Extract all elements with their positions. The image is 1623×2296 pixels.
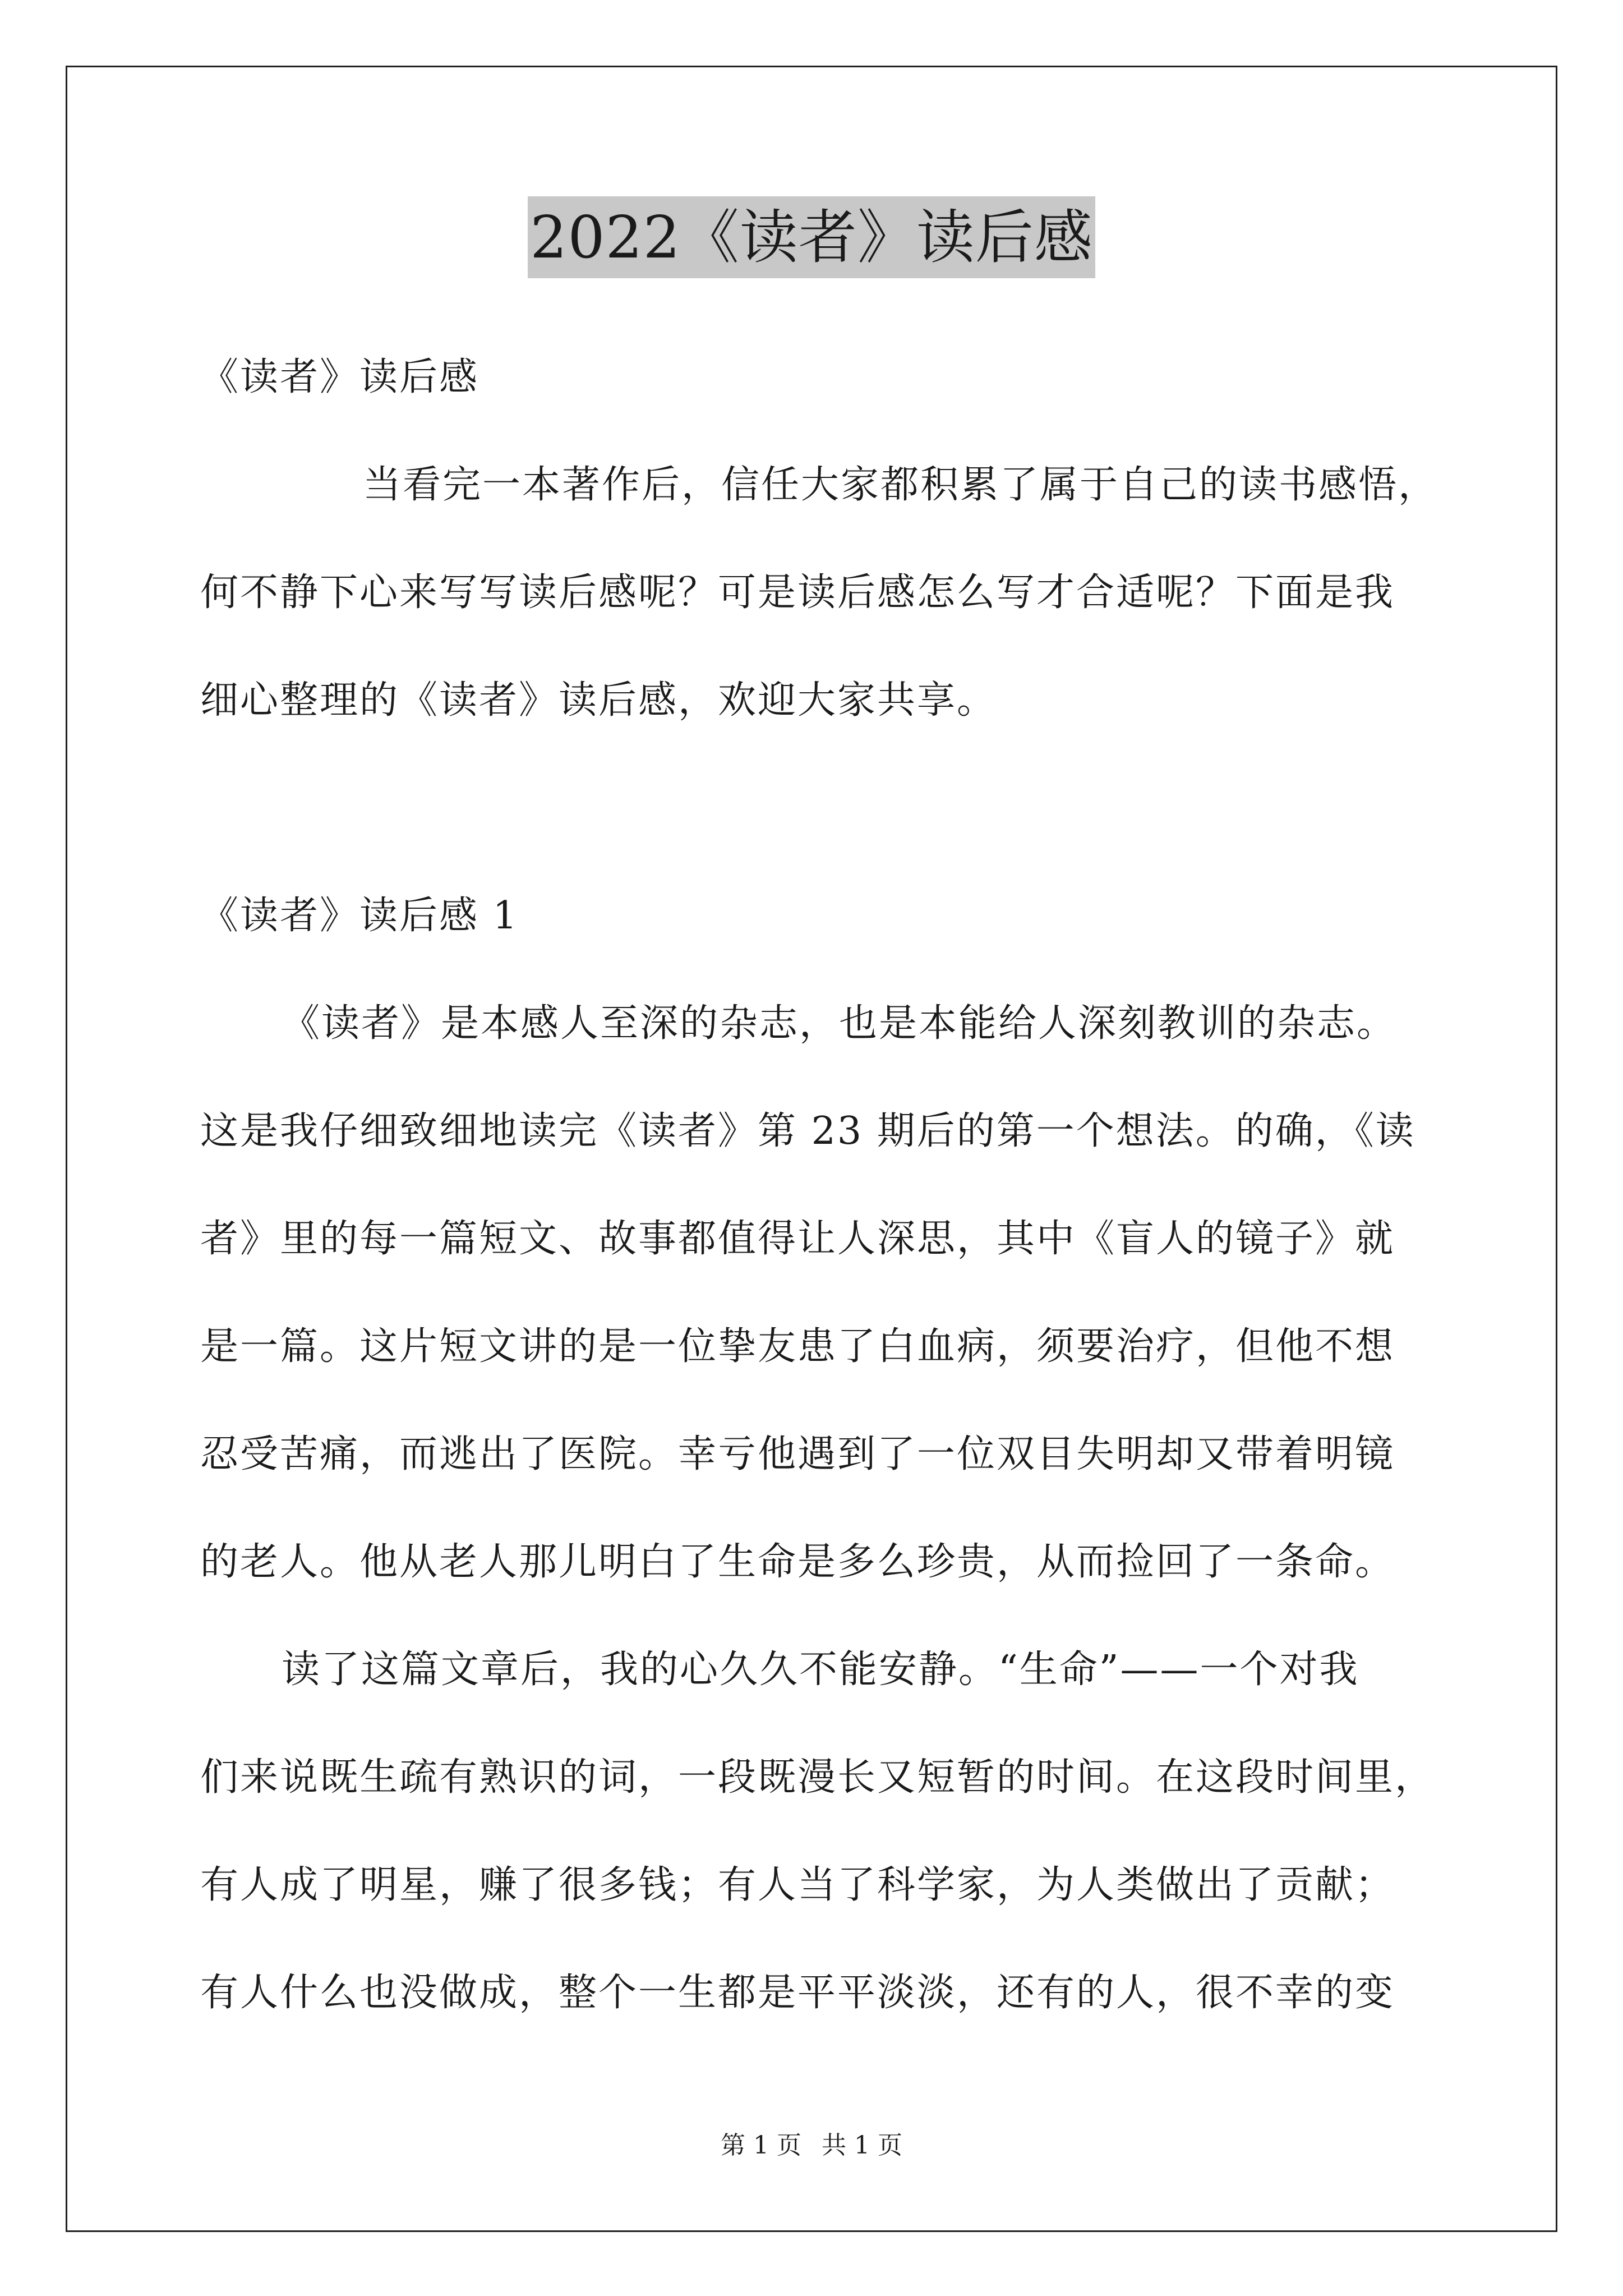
subtitle: 《读者》读后感 xyxy=(200,355,479,399)
page-number: 第 1 页 xyxy=(721,2131,801,2160)
section-heading: 《读者》读后感 1 xyxy=(200,894,519,938)
intro-line: 细心整理的《读者》读后感，欢迎大家共享。 xyxy=(200,678,997,723)
paragraph-line: 《读者》是本感人至深的杂志，也是本能给人深刻教训的杂志。 xyxy=(282,1001,1397,1046)
paragraph-line: 有人什么也没做成，整个一生都是平平淡淡，还有的人，很不幸的变 xyxy=(200,1971,1395,2015)
paragraph-line: 读了这篇文章后，我的心久久不能安静。“生命”——一个对我 xyxy=(282,1648,1359,1692)
document-title: 2022《读者》读后感 xyxy=(528,196,1095,278)
title-wrap xyxy=(0,196,1623,278)
page-footer xyxy=(0,2129,1623,2162)
paragraph-line: 这是我仔细致细地读完《读者》第 23 期后的第一个想法。的确，《读 xyxy=(200,1109,1415,1153)
paragraph-line: 是一篇。这片短文讲的是一位挚友患了白血病，须要治疗，但他不想 xyxy=(200,1324,1395,1369)
page-total: 共 1 页 xyxy=(822,2131,902,2160)
paragraph-line: 忍受苦痛，而逃出了医院。幸亏他遇到了一位双目失明却又带着明镜 xyxy=(200,1432,1395,1476)
paragraph-line: 者》里的每一篇短文、故事都值得让人深思，其中《盲人的镜子》就 xyxy=(200,1217,1395,1261)
paragraph-line: 的老人。他从老人那儿明白了生命是多么珍贵，从而捡回了一条命。 xyxy=(200,1540,1395,1584)
intro-line: 何不静下心来写写读后感呢？可是读后感怎么写才合适呢？下面是我 xyxy=(200,570,1395,615)
paragraph-line: 们来说既生疏有熟识的词，一段既漫长又短暂的时间。在这段时间里， xyxy=(200,1755,1435,1800)
paragraph-line: 有人成了明星，赚了很多钱；有人当了科学家，为人类做出了贡献； xyxy=(200,1863,1395,1907)
intro-line: 当看完一本著作后，信任大家都积累了属于自己的读书感悟， xyxy=(363,463,1438,507)
